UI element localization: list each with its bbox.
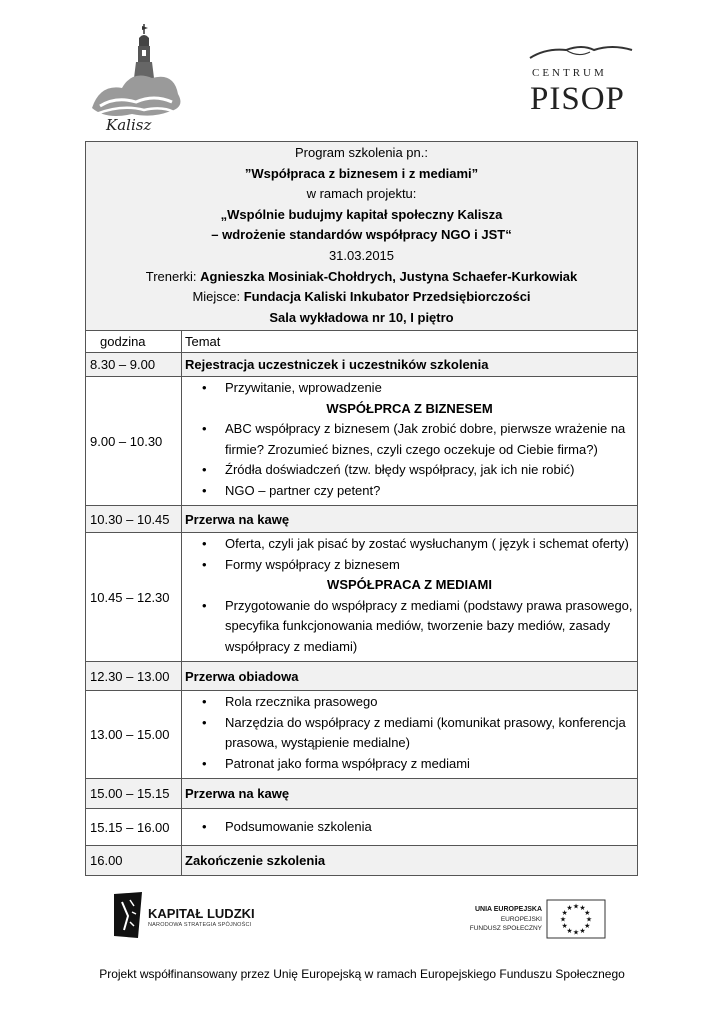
table-row [86, 846, 638, 876]
kalisz-logo [82, 22, 186, 136]
eu-star-icon: ★ [585, 915, 593, 924]
list-item: • Narzędzia do współpracy z mediami (komunikat prasowy, konferencja prasowa, wystąpienie medialne) [182, 713, 637, 754]
eu-star-icon: ★ [579, 904, 586, 913]
topic-list [182, 533, 637, 575]
eu-star-icon: ★ [584, 909, 591, 917]
table-row [86, 779, 638, 809]
row-title: Rejestracja uczestniczek i uczestników szkolenia [182, 353, 638, 377]
eu-star-icon: ★ [579, 926, 586, 935]
row-content [182, 809, 638, 846]
list-item: • Podsumowanie szkolenia [182, 817, 637, 838]
place-line [90, 287, 633, 308]
training-title: ”Współpraca z biznesem i z mediami” [244, 165, 479, 181]
kapital-ludzki-subtext: NARODOWA STRATEGIA SPÓJNOŚCI [148, 922, 252, 928]
table-row [86, 691, 638, 779]
list-item: • Patronat jako forma współpracy z mediami [182, 754, 637, 775]
list-item: • Przywitanie, wprowadzenie [182, 378, 637, 399]
column-header-topic: Temat [182, 331, 638, 353]
row-time: 12.30 – 13.00 [86, 662, 182, 691]
eu-star-icon: ★ [566, 904, 573, 913]
program-label: Program szkolenia pn.: [295, 145, 428, 160]
table-header-row [86, 331, 638, 353]
row-content [182, 377, 638, 506]
eu-star-icon: ★ [584, 922, 591, 930]
table-row [86, 506, 638, 533]
eu-star-icon: ★ [561, 922, 568, 930]
row-time: 9.00 – 10.30 [86, 377, 182, 506]
list-item: • Formy współpracy z biznesem [182, 555, 637, 576]
cofinancing-note: Projekt współfinansowany przez Unię Europejską w ramach Europejskiego Funduszu Społecznego [99, 967, 625, 981]
row-time: 10.45 – 12.30 [86, 533, 182, 662]
list-item: • Źródła doświadczeń (tzw. błędy współpracy, jak ich nie robić) [182, 460, 637, 481]
list-item: • Rola rzecznika prasowego [182, 692, 637, 713]
table-row [86, 353, 638, 377]
row-time: 8.30 – 9.00 [86, 353, 182, 377]
table-row [86, 533, 638, 662]
esf-text-line1: EUROPEJSKI [500, 916, 542, 923]
row-time: 10.30 – 10.45 [86, 506, 182, 533]
list-item: • ABC współpracy z biznesem (Jak zrobić dobre, pierwsze wrażenie na firmie? Zrozumieć biznes, czyli czego oczekuje od Ciebie firma?) [182, 419, 637, 460]
pisop-centrum-text: CENTRUM [532, 67, 607, 79]
topic-list [182, 419, 637, 505]
row-time: 15.15 – 16.00 [86, 809, 182, 846]
row-time: 13.00 – 15.00 [86, 691, 182, 779]
section-title: WSPÓŁPRCA Z BIZNESEM [326, 400, 493, 416]
table-row [86, 662, 638, 691]
eu-star-icon: ★ [572, 928, 580, 937]
row-title: Przerwa na kawę [182, 779, 638, 809]
project-label: w ramach projektu: [306, 186, 417, 202]
training-date: 31.03.2015 [328, 247, 395, 263]
eu-text: UNIA EUROPEJSKA [474, 906, 542, 913]
column-header-time: godzina [86, 331, 182, 353]
row-title: Zakończenie szkolenia [182, 846, 638, 876]
row-title: Przerwa na kawę [182, 506, 638, 533]
row-time: 15.00 – 15.15 [86, 779, 182, 809]
pisop-name-text: PISOP [530, 81, 625, 114]
eu-esf-logo [458, 898, 608, 940]
topic-list [182, 377, 637, 399]
list-item: • NGO – partner czy petent? [182, 481, 637, 502]
section-title: WSPÓŁPRACA Z MEDIAMI [327, 577, 492, 593]
row-title: Przerwa obiadowa [182, 662, 638, 691]
trainers-names: Agnieszka Mosiniak-Chołdrych, Justyna Schaefer-Kurkowiak [200, 268, 578, 284]
list-item: • Przygotowanie do współpracy z mediami (podstawy prawa prasowego, specyfika funkcjonowania mediów, tworzenie bazy mediów, zasady współpracy z mediami) [182, 596, 637, 658]
table-row [86, 809, 638, 846]
table-row [86, 377, 638, 506]
place-label: Miejsce: [192, 289, 244, 305]
pisop-logo [526, 42, 636, 114]
eu-star-icon: ★ [561, 909, 568, 917]
topic-list [182, 817, 637, 838]
esf-text-line2: FUNDUSZ SPOŁECZNY [469, 925, 542, 932]
trainers-label: Trenerki: [145, 268, 201, 284]
place-name: Fundacja Kaliski Inkubator Przedsiębiorczości [243, 289, 531, 305]
row-content [182, 533, 638, 662]
kapital-ludzki-logo [112, 890, 262, 940]
row-content [182, 691, 638, 779]
row-time: 16.00 [86, 846, 182, 876]
project-title-line1: „Wspólnie budujmy kapitał społeczny Kalisza [220, 206, 503, 222]
trainers-line [90, 267, 633, 288]
list-item: • Oferta, czyli jak pisać by zostać wysłuchanym ( język i schemat oferty) [182, 534, 637, 555]
kalisz-text: Kalisz [106, 116, 152, 134]
program-table [85, 141, 638, 876]
topic-list [182, 691, 637, 778]
project-title-line2: – wdrożenie standardów współpracy NGO i JST“ [211, 227, 512, 243]
eu-star-icon: ★ [559, 915, 567, 924]
eu-star-icon: ★ [572, 902, 580, 911]
kapital-ludzki-text: KAPITAŁ LUDZKI [148, 906, 255, 921]
room-line: Sala wykładowa nr 10, I piętro [269, 309, 454, 325]
program-header [86, 142, 638, 331]
eu-star-icon: ★ [566, 926, 573, 935]
topic-list [182, 596, 637, 662]
